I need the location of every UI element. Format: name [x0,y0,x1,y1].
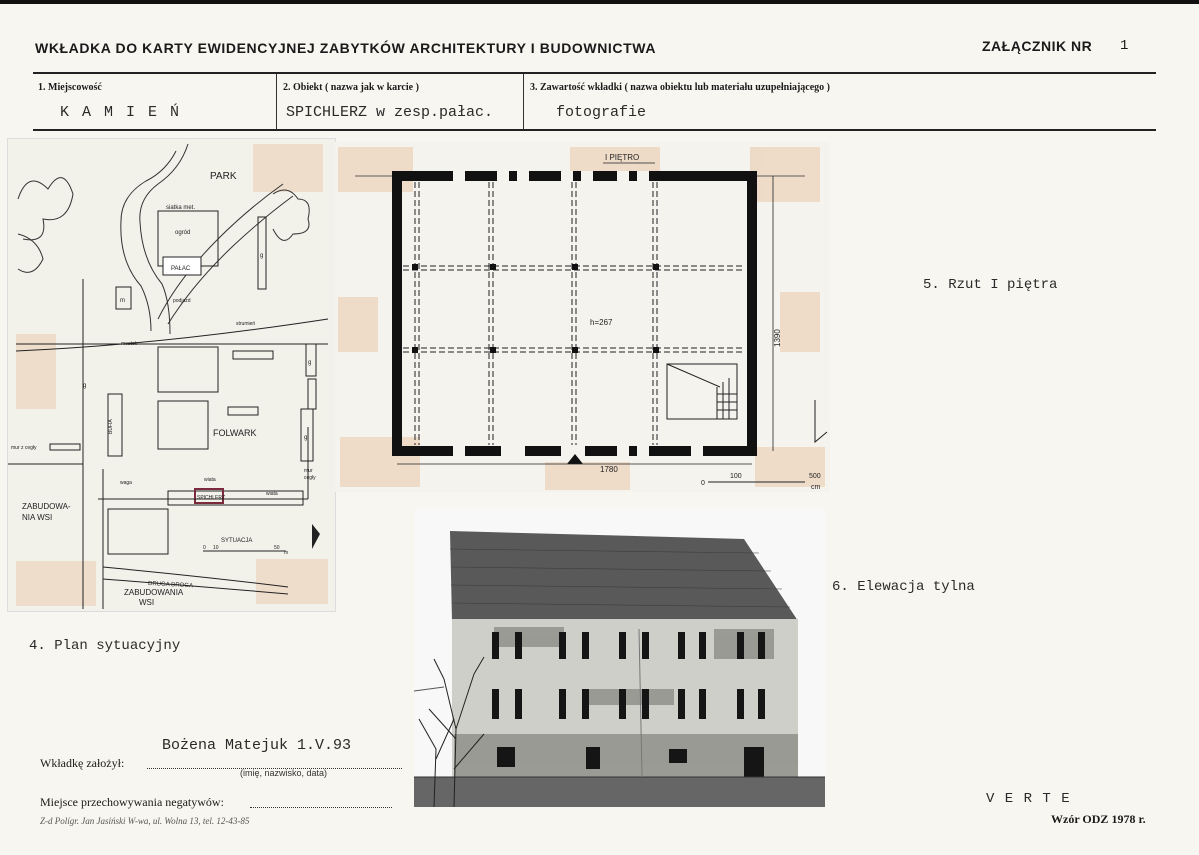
header-rule-bottom [33,129,1156,131]
plan-label-g4: g [304,435,308,441]
plan-label-palac: PAŁAC [171,266,191,272]
field-3-label: 3. Zawartość wkładki ( nazwa obiektu lub materiału uzupełniającego ) [530,82,831,93]
card-title: WKŁADKA DO KARTY EWIDENCYJNEJ ZABYTKÓW ARCHITEKTURY I BUDOWNICTWA [35,40,657,56]
field-divider-1 [276,74,277,129]
plan-label-mur-r: mur [304,468,313,474]
north-arrow-icon [312,524,320,549]
plan-label-zabudowania-1: ZABUDOWA- [22,502,71,511]
plan-scale-unit: m [284,550,289,556]
field-1-value: K A M I E Ń [60,104,182,121]
floor-scale-unit: cm [811,484,821,491]
author-hint: (imię, nazwisko, data) [240,768,328,778]
floor-scale-500: 500 [809,473,821,480]
attachment-number: 1 [1120,38,1129,54]
floor-height-note: h=267 [590,318,613,327]
plan-label-ogrod: ogród [175,230,191,236]
plan-label-zabudowania-b: ZABUDOWANIA [124,588,184,597]
floor-plan-drawing [335,142,830,492]
plan-label-wiata-1: wiata [204,477,216,483]
floor-north-arrow-icon [815,400,827,442]
plan-label-park: PARK [210,171,237,182]
author-label: Wkładkę założył: [40,756,125,770]
floor-scale-0: 0 [701,480,705,487]
plan-label-mostek: mostek [121,341,138,347]
header-rule-top [33,72,1156,74]
caption-elevation: 6. Elewacja tylna [832,579,975,595]
plan-label-mur: mur z cegły [11,445,37,451]
plan-label-bufia: BUFIA [108,419,114,434]
plan-label-wsi-b: WSI [139,598,155,607]
field-2-value: SPICHLERZ w zesp.pałac. [286,104,494,121]
plan-label-sytuacja: SYTUACJA [221,538,253,544]
printer-imprint: Z-d Polígr. Jan Jasiński W-wa, ul. Wolna 13, tel. 12-43-85 [40,816,250,826]
verte-label: V E R T E [986,791,1071,807]
attachment-label: ZAŁĄCZNIK NR [982,38,1093,54]
floor-scale-100: 100 [730,473,742,480]
caption-floor-plan: 5. Rzut I piętra [923,277,1058,293]
field-divider-2 [523,74,524,129]
elevation-photo-image [414,509,825,807]
floor-dim-height: 1390 [773,329,782,347]
top-edge [0,0,1199,4]
plan-label-siatka: siatka met. [166,205,196,211]
field-2-label: 2. Obiekt ( nazwa jak w karcie ) [283,82,419,93]
plan-label-zabudowania-2: NIA WSI [22,513,53,522]
plan-label-g2: g [308,360,312,366]
plan-label-mur-r2: cegły [304,475,316,481]
negatives-dotted-line [250,807,392,808]
plan-label-podjazd: podjazd [173,298,191,304]
author-typed: Bożena Matejuk 1.V.93 [162,737,352,754]
floor-plan-print [335,142,830,492]
negatives-label: Miejsce przechowywania negatywów: [40,795,224,809]
model-label: Wzór ODZ 1978 r. [1051,812,1146,826]
plan-label-g1: g [260,253,264,259]
plan-scale-0: 0 [203,545,206,551]
plan-label-g3: g [83,383,87,389]
plan-label-spichlerz: SPICHLERZ [197,495,226,501]
elevation-photo [414,509,825,807]
plan-label-waga: waga [120,480,132,486]
plan-scale-10: 10 [213,545,219,551]
plan-scale-50: 50 [274,545,280,551]
caption-site-plan: 4. Plan sytuacyjny [29,638,181,654]
site-plan-drawing [8,139,335,611]
plan-label-strumien: strumień [236,321,256,327]
plan-label-droga: DRUGA DROGA [147,581,194,590]
plan-label-wiata-2: wiata [266,491,278,497]
plan-label-m1: m [120,298,125,304]
field-3-value: fotografie [556,104,647,121]
site-plan-print [7,138,336,612]
floor-title: I PIĘTRO [605,153,640,162]
plan-label-folwark: FOLWARK [213,428,257,438]
floor-dim-width: 1780 [600,465,618,474]
field-1-label: 1. Miejscowość [38,82,102,93]
